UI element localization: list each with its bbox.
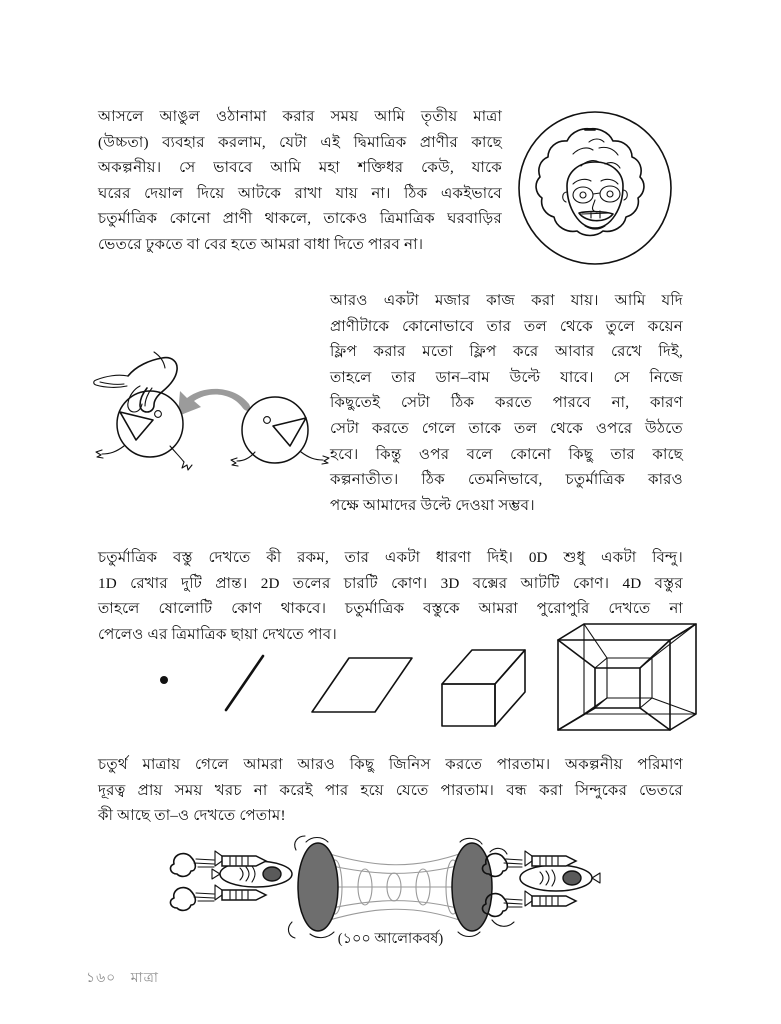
text-word: ঘরবাড়ির (447, 210, 502, 228)
exhaust-puff (170, 888, 195, 911)
text-word: তল (514, 419, 538, 437)
creature-left-leg (102, 446, 124, 454)
wormhole-sketch-stroke (492, 920, 514, 926)
text-word: তাকে (468, 419, 502, 437)
text-word: না, (611, 394, 630, 412)
text-word: করার (282, 108, 315, 125)
text-word: যায়। (570, 292, 599, 309)
text-word: ওঠানামা (215, 108, 267, 125)
dimension-shapes-illustration (140, 612, 680, 742)
ear-right (623, 190, 627, 200)
text-word: বক্সের (472, 574, 508, 592)
text-word: চতুর্মাত্রিক (565, 471, 625, 489)
hair-curl (589, 139, 604, 142)
text-word: মতো (422, 343, 453, 361)
text-word: কোণ। (572, 574, 610, 592)
exhaust-line (194, 893, 214, 901)
shape-0d-point (160, 676, 168, 684)
text-word: একটা (384, 549, 421, 566)
text-word: তাকেও (323, 210, 368, 228)
shape-3d-cube (442, 650, 525, 726)
text-word: পারতাম। (496, 756, 551, 773)
text-word: যেতে (395, 781, 429, 799)
text-word: তলের (292, 574, 331, 592)
creature-left-leg (170, 446, 184, 462)
page-footer (86, 966, 159, 990)
rocket-right-lower-fin (525, 891, 532, 906)
exhaust-line (194, 859, 214, 867)
paragraph-line (98, 752, 683, 778)
text-word: না (253, 781, 268, 799)
text-word: যায় (335, 184, 358, 202)
glasses-lens-right (600, 186, 620, 202)
text-word: যাকে (471, 159, 502, 177)
paragraph-line: ভেতরে ঢুকতে বা বের হতে আমরা বাধা দিতে পারব না। (98, 235, 424, 253)
text-word: হবে। (330, 445, 359, 463)
hair-curl (599, 147, 618, 155)
text-word: চতুর্মাত্রিক (345, 600, 405, 618)
tunnel-line (323, 901, 465, 910)
flip-arrow (178, 389, 250, 416)
ear-left (563, 192, 567, 202)
text-word: তৃতীয় (420, 108, 458, 125)
eyebrow-right (601, 179, 618, 184)
text-word: আমরা (243, 756, 283, 773)
text-word: আটটি (520, 574, 560, 592)
rocket-left-porthole (263, 867, 281, 881)
tunnel-edge-top (323, 852, 465, 865)
text-word: থেকে (549, 419, 583, 437)
text-word: ঠিক (404, 184, 428, 202)
text-word: দিই, (658, 343, 683, 361)
text-word: থেকে (559, 317, 593, 335)
text-word: একটা (601, 549, 637, 566)
rocket-left-nose (212, 869, 220, 879)
text-word: যদি (661, 292, 683, 309)
text-word: ভেতরে (639, 781, 683, 799)
text-word: কয়েন (647, 317, 683, 335)
paragraph-line (330, 442, 683, 468)
text-word: ওপর (418, 445, 450, 463)
rocket-right-nose (592, 873, 600, 883)
paragraph-line: পেলেও এর ত্রিমাত্রিক ছায়া দেখতে পাব। (98, 625, 337, 643)
text-word: করতে (445, 756, 483, 773)
text-word: মজার (434, 292, 471, 309)
text-word: এই (320, 133, 341, 151)
text-word: তাহলে (98, 600, 140, 618)
text-word: করে (513, 343, 539, 361)
text-word: 4D (622, 574, 642, 592)
chapter-label: মাত্রা (130, 971, 159, 986)
paragraph-line (330, 467, 683, 493)
tesseract-connector (558, 708, 595, 730)
flip-paragraph (330, 288, 683, 518)
text-word: কারও (647, 471, 683, 489)
text-word: মাত্রা (473, 108, 502, 125)
text-word: চতুর্মাত্রিক (98, 549, 158, 566)
eye-right (607, 191, 613, 197)
paragraph-line (98, 104, 502, 130)
cube-front-face (442, 684, 495, 726)
text-word: দেখতে (208, 549, 251, 566)
text-word: চতুর্থ (98, 756, 128, 773)
paragraph-line: পক্ষে আমাদের উল্টে দেওয়া সম্ভব। (330, 496, 535, 514)
text-word: সময় (330, 108, 359, 125)
cube-top-face (442, 650, 525, 684)
text-word: কোনোভাবে (402, 317, 474, 335)
rocket-left-lower-fin (215, 885, 222, 900)
text-word: সে (613, 368, 630, 386)
text-word: তার (486, 317, 512, 335)
hand-knuckle (100, 382, 124, 384)
text-word: একটা (383, 292, 419, 309)
text-word: আমি (374, 108, 406, 125)
text-word: রেখার (130, 574, 168, 592)
text-word: রাখা (294, 184, 323, 202)
text-word: করার (373, 343, 406, 361)
wormhole-mouth-left (298, 843, 338, 931)
text-word: করতে (495, 394, 532, 412)
tesseract-connector (584, 624, 607, 658)
text-word: পুরোপুরি (536, 600, 590, 618)
text-word: একইভাবে (440, 184, 502, 202)
nose (592, 200, 600, 212)
text-word: ফ্লিপ (330, 343, 357, 361)
rocket-right-porthole (563, 871, 581, 885)
rocket-right (482, 851, 600, 916)
creature-right-foot (231, 458, 238, 466)
tesseract-inner-back (595, 698, 652, 708)
paragraph-line (330, 339, 683, 365)
text-word: প্রাণীটাকে (330, 317, 390, 335)
text-word: কিছু (568, 445, 594, 463)
text-word: মাত্রায় (142, 756, 181, 773)
text-word: কিন্তু (375, 445, 402, 463)
text-word: ত্রিমাত্রিক (379, 210, 435, 228)
text-word: বিন্দু। (652, 549, 683, 566)
text-word: খরচ (214, 781, 242, 799)
paragraph-line (330, 365, 683, 391)
text-word: আবার (555, 343, 595, 361)
wormhole-sketch-stroke (306, 838, 328, 843)
text-word: কী (266, 549, 282, 566)
text-word: ভাববে (213, 159, 253, 177)
text-word: ডান–বাম (435, 368, 490, 386)
text-word: কল্পনাতীত। (330, 471, 399, 489)
text-word: ষোলোটি (158, 600, 213, 618)
text-word: ফ্লিপ (469, 343, 497, 361)
text-word: বন্ধ (506, 781, 527, 799)
paragraph-line (330, 416, 683, 442)
fourth-dimension-paragraph (98, 752, 683, 829)
text-word: কোনো (169, 210, 211, 228)
text-word: রেখে (611, 343, 642, 361)
text-word: অকল্পনীয়। (98, 159, 162, 177)
text-word: নিজে (649, 368, 683, 386)
text-word: তার (610, 445, 635, 463)
flip-creature-illustration (88, 342, 320, 474)
text-word: আরও (330, 292, 368, 309)
text-word: তার (391, 368, 416, 386)
text-word: তার (344, 549, 370, 566)
rocket-right-lower (532, 896, 576, 906)
text-word: হয়ে (360, 781, 384, 799)
text-word: দিয়ে (196, 184, 225, 202)
text-word: ব্যবহার (162, 133, 205, 151)
portrait-frame-circle (519, 112, 671, 264)
text-word: তল (523, 317, 547, 335)
text-word: কিছু (349, 756, 375, 773)
paragraph-line (98, 545, 683, 571)
tesseract-inner-top (595, 658, 652, 668)
paragraph-line (98, 571, 683, 597)
text-word: সিন্দুকের (574, 781, 628, 799)
text-word: কেউ, (421, 159, 454, 177)
text-word: সময় (174, 781, 203, 799)
text-word: কিছুতেই (330, 394, 381, 412)
text-word: উঠতে (645, 419, 683, 437)
creature-left-foot (182, 462, 192, 470)
text-word: বস্তুর (654, 574, 683, 592)
text-word: না। (371, 184, 391, 202)
text-word: ঘরের (98, 184, 131, 202)
text-word: কাছে (471, 133, 502, 151)
text-word: কারণ (649, 394, 683, 412)
creature-right-body (242, 397, 308, 463)
shape-4d-tesseract (558, 624, 696, 730)
text-word: জিনিস (388, 756, 431, 773)
paragraph-line (330, 288, 683, 314)
text-word: সেটা (330, 419, 360, 437)
text-word: পারতাম। (440, 781, 495, 799)
text-word: বস্তু (173, 549, 193, 566)
paragraph-line (98, 181, 502, 207)
text-word: 2D (260, 574, 280, 592)
rocket-left-lower (222, 890, 266, 900)
text-word: করা (539, 781, 563, 799)
text-word: দিই। (486, 549, 514, 566)
paragraph-line (330, 390, 683, 416)
paragraph-line: কী আছে তা–ও দেখতে পেতাম! (98, 807, 286, 825)
text-word: তুলে (605, 317, 635, 335)
text-word: ধারণা (435, 549, 472, 566)
tesseract-connector (640, 708, 670, 730)
text-word: করলাম, (218, 133, 266, 151)
tesseract-connector (640, 640, 670, 668)
shape-2d-parallelogram (312, 658, 412, 712)
text-word: বস্তুকে (423, 600, 460, 618)
text-word: পারবে (552, 394, 591, 412)
text-word: আসলে (98, 108, 144, 125)
text-word: আমরা (478, 600, 518, 618)
text-word: করতে (372, 419, 409, 437)
paragraph-line (330, 314, 683, 340)
text-word: চতুর্মাত্রিক (98, 210, 158, 228)
text-word: দেখতে (608, 600, 651, 618)
text-word: দুটি (181, 574, 203, 592)
rocket-left (170, 851, 292, 910)
text-word: যেটা (279, 133, 308, 151)
text-word: আমি (614, 292, 646, 309)
third-dimension-paragraph (98, 104, 502, 258)
rocket-right-upper-fin (525, 851, 532, 866)
text-word: কোণ। (391, 574, 428, 592)
text-word: আঙুল (159, 108, 201, 125)
rocket-left-upper (222, 856, 266, 866)
text-word: কোণ (231, 600, 262, 618)
author-portrait-illustration (515, 108, 675, 268)
text-word: চারটি (343, 574, 378, 592)
text-word: কাজ (486, 292, 516, 309)
text-word: (উচ্চতা) (98, 133, 149, 151)
wormhole-illustration (160, 838, 630, 938)
text-word: দ্বিমাত্রিক (353, 133, 407, 151)
hair-curl (573, 148, 593, 154)
text-word: গেলে (194, 756, 229, 773)
wormhole-sketch-stroke (295, 836, 305, 850)
text-word: শক্তিধর (357, 159, 404, 177)
text-word: আরও (297, 756, 336, 773)
text-word: দূরত্ব (98, 781, 126, 799)
text-word: তাহলে (330, 368, 372, 386)
glasses-lens-left (573, 187, 593, 203)
text-word: ঠিক (421, 471, 445, 489)
glasses-bridge (593, 193, 600, 194)
tesseract-connector (652, 698, 696, 714)
text-word: প্রাণীর (419, 133, 458, 151)
text-word: কাছে (652, 445, 683, 463)
text-word: না (669, 600, 683, 618)
text-word: প্রান্ত। (215, 574, 248, 592)
text-word: 3D (440, 574, 460, 592)
page-number: ১৬০ (86, 971, 117, 986)
text-word: গেলে (421, 419, 456, 437)
text-word: আমি (270, 159, 302, 177)
wormhole-mouth-right (452, 843, 492, 931)
text-word: করেই (279, 781, 313, 799)
rocket-right-upper (532, 856, 576, 866)
face-outline (567, 162, 623, 228)
rocket-left-upper-fin (215, 851, 222, 866)
eye-left (580, 192, 586, 198)
text-word: থাকবে। (280, 600, 327, 618)
text-word: শুধু (563, 549, 586, 566)
text-word: 1D (98, 574, 117, 592)
text-word: পরিমাণ (637, 756, 683, 773)
shape-1d-line (226, 656, 263, 710)
hand-thumb (94, 375, 128, 387)
text-word: ঠিক (450, 394, 475, 412)
eyebrow-left (573, 179, 591, 184)
cube-right-face (495, 650, 525, 726)
text-word: থাকলে, (264, 210, 312, 228)
text-word: আটকে (237, 184, 282, 202)
paragraph-line (98, 155, 502, 181)
text-word: প্রায় (137, 781, 163, 799)
tesseract-connector (558, 640, 595, 668)
paragraph-line (98, 130, 502, 156)
text-word: তেমনিভাবে, (468, 471, 543, 489)
text-word: উল্টে (509, 368, 541, 386)
tunnel-edge-bottom (323, 909, 465, 922)
paragraph-line (98, 778, 683, 804)
tunnel-line (323, 864, 465, 873)
text-word: পার (324, 781, 349, 799)
tesseract-connector (652, 624, 696, 658)
hair-curl (581, 161, 599, 166)
text-word: রকম, (297, 549, 329, 566)
creature-right-leg (301, 452, 323, 460)
text-word: ওপরে (595, 419, 633, 437)
text-word: সেটা (400, 394, 431, 412)
exhaust-puff (170, 854, 195, 877)
paragraph-line (98, 206, 502, 232)
teeth-line (582, 213, 610, 214)
text-word: সে (179, 159, 196, 177)
text-word: দেয়াল (144, 184, 184, 202)
text-word: যাবে। (560, 368, 594, 386)
text-word: প্রাণী (222, 210, 253, 228)
text-word: 0D (528, 549, 548, 566)
text-word: মহা (318, 159, 340, 177)
text-word: বলে (466, 445, 493, 463)
text-word: কোনো (510, 445, 552, 463)
wormhole-caption: (১০০ আলোকবর্ষ) (337, 931, 444, 947)
text-word: করা (531, 292, 555, 309)
text-word: অকল্পনীয় (564, 756, 623, 773)
